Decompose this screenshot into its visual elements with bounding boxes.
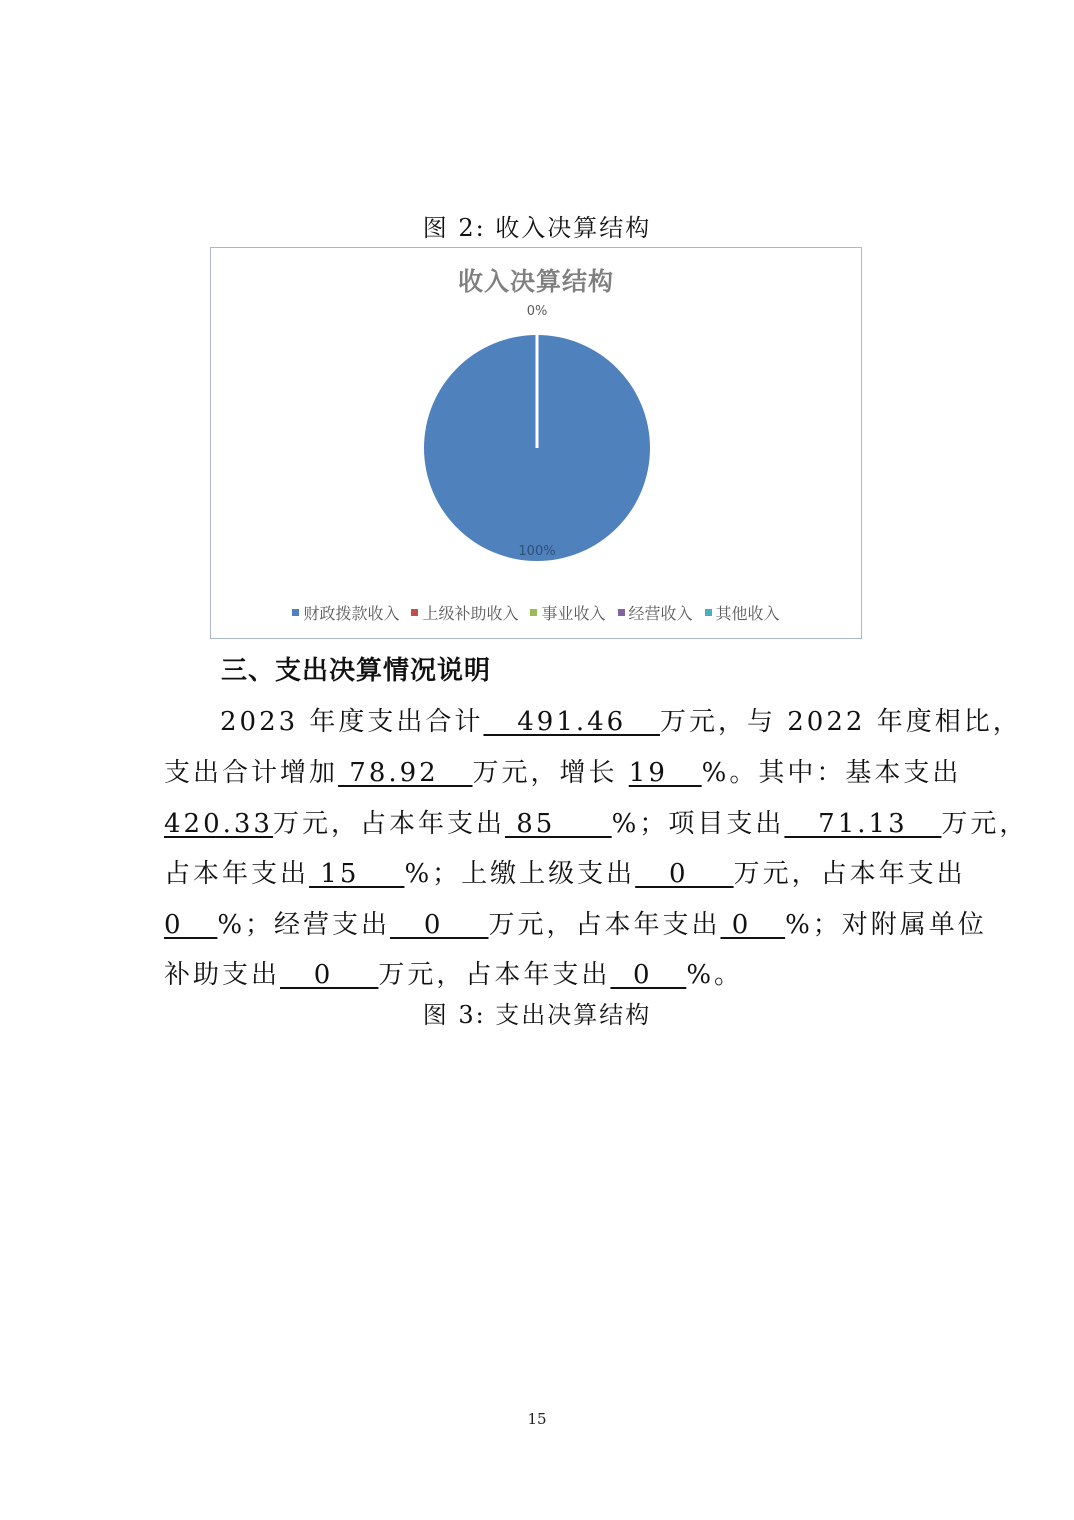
pie-chart-svg — [211, 248, 861, 638]
paragraph-line — [164, 857, 966, 891]
text-segment: %；经营支出 — [217, 910, 391, 940]
operating-percent-value: 0 — [720, 910, 786, 940]
chart-legend — [211, 601, 861, 624]
legend-item — [530, 601, 605, 624]
paragraph-line — [164, 908, 987, 942]
data-label-1: 100% — [518, 544, 556, 559]
text-segment: %。 — [686, 960, 744, 990]
text-segment: %；项目支出 — [611, 809, 785, 839]
paragraph-line — [164, 958, 912, 992]
data-label-2: 0% — [526, 304, 548, 319]
legend-swatch — [618, 609, 625, 616]
growth-percent-value: 19 — [628, 758, 702, 788]
paragraph-line — [164, 807, 1029, 841]
text-segment: 占本年支出 — [164, 859, 310, 889]
subsidiary-percent-value: 0 — [610, 960, 687, 990]
paragraph-line — [164, 756, 962, 790]
paragraph-line — [220, 705, 1022, 739]
text-segment: 万元，与 2022 年度相比， — [660, 707, 1022, 737]
legend-item — [705, 601, 780, 624]
text-segment: 补助支出 — [164, 960, 281, 990]
text-segment: %；上缴上级支出 — [404, 859, 636, 889]
project-expense-value: 71.13 — [784, 809, 942, 839]
legend-swatch — [292, 609, 299, 616]
legend-label: 上级补助收入 — [422, 604, 519, 623]
text-segment: 万元，占本年支出 — [378, 960, 611, 990]
legend-label: 事业收入 — [541, 604, 606, 623]
section-heading-expense: 三、支出决算情况说明 — [221, 656, 492, 686]
text-segment: 支出合计增加 — [164, 758, 339, 788]
text-segment: 万元，占本年支出 — [733, 859, 966, 889]
legend-label: 财政拨款收入 — [303, 604, 400, 623]
upper-percent-value: 0 — [164, 910, 218, 940]
project-percent-value: 15 — [309, 859, 405, 889]
basic-percent-value: 85 — [505, 809, 612, 839]
legend-item — [292, 601, 399, 624]
increase-amount-value: 78.92 — [338, 758, 473, 788]
legend-swatch — [530, 609, 537, 616]
subsidiary-expense-value: 0 — [280, 960, 379, 990]
legend-swatch — [411, 609, 418, 616]
legend-swatch — [705, 609, 712, 616]
text-segment: 万元，占本年支出 — [488, 910, 721, 940]
basic-expense-value: 420.33 — [164, 809, 273, 839]
text-segment: 2023 年度支出合计 — [220, 707, 484, 737]
upper-expense-value: 0 — [635, 859, 734, 889]
text-segment: 万元，增长 — [472, 758, 629, 788]
legend-label: 经营收入 — [628, 604, 693, 623]
page-number: 15 — [527, 1410, 547, 1428]
legend-label: 其他收入 — [715, 604, 780, 623]
text-segment: %；对附属单位 — [785, 910, 987, 940]
total-expense-value: 491.46 — [483, 707, 660, 737]
text-segment: %。其中：基本支出 — [701, 758, 962, 788]
figure-2-caption: 图 2: 收入决算结构 — [422, 214, 652, 242]
legend-item — [411, 601, 518, 624]
income-structure-chart — [210, 247, 862, 639]
figure-3-caption: 图 3: 支出决算结构 — [422, 1001, 652, 1029]
legend-item — [618, 601, 693, 624]
text-segment: 万元，占本年支出 — [272, 809, 505, 839]
text-segment: 万元， — [941, 809, 1029, 839]
operating-expense-value: 0 — [390, 910, 489, 940]
chart-title: 收入决算结构 — [457, 267, 614, 296]
